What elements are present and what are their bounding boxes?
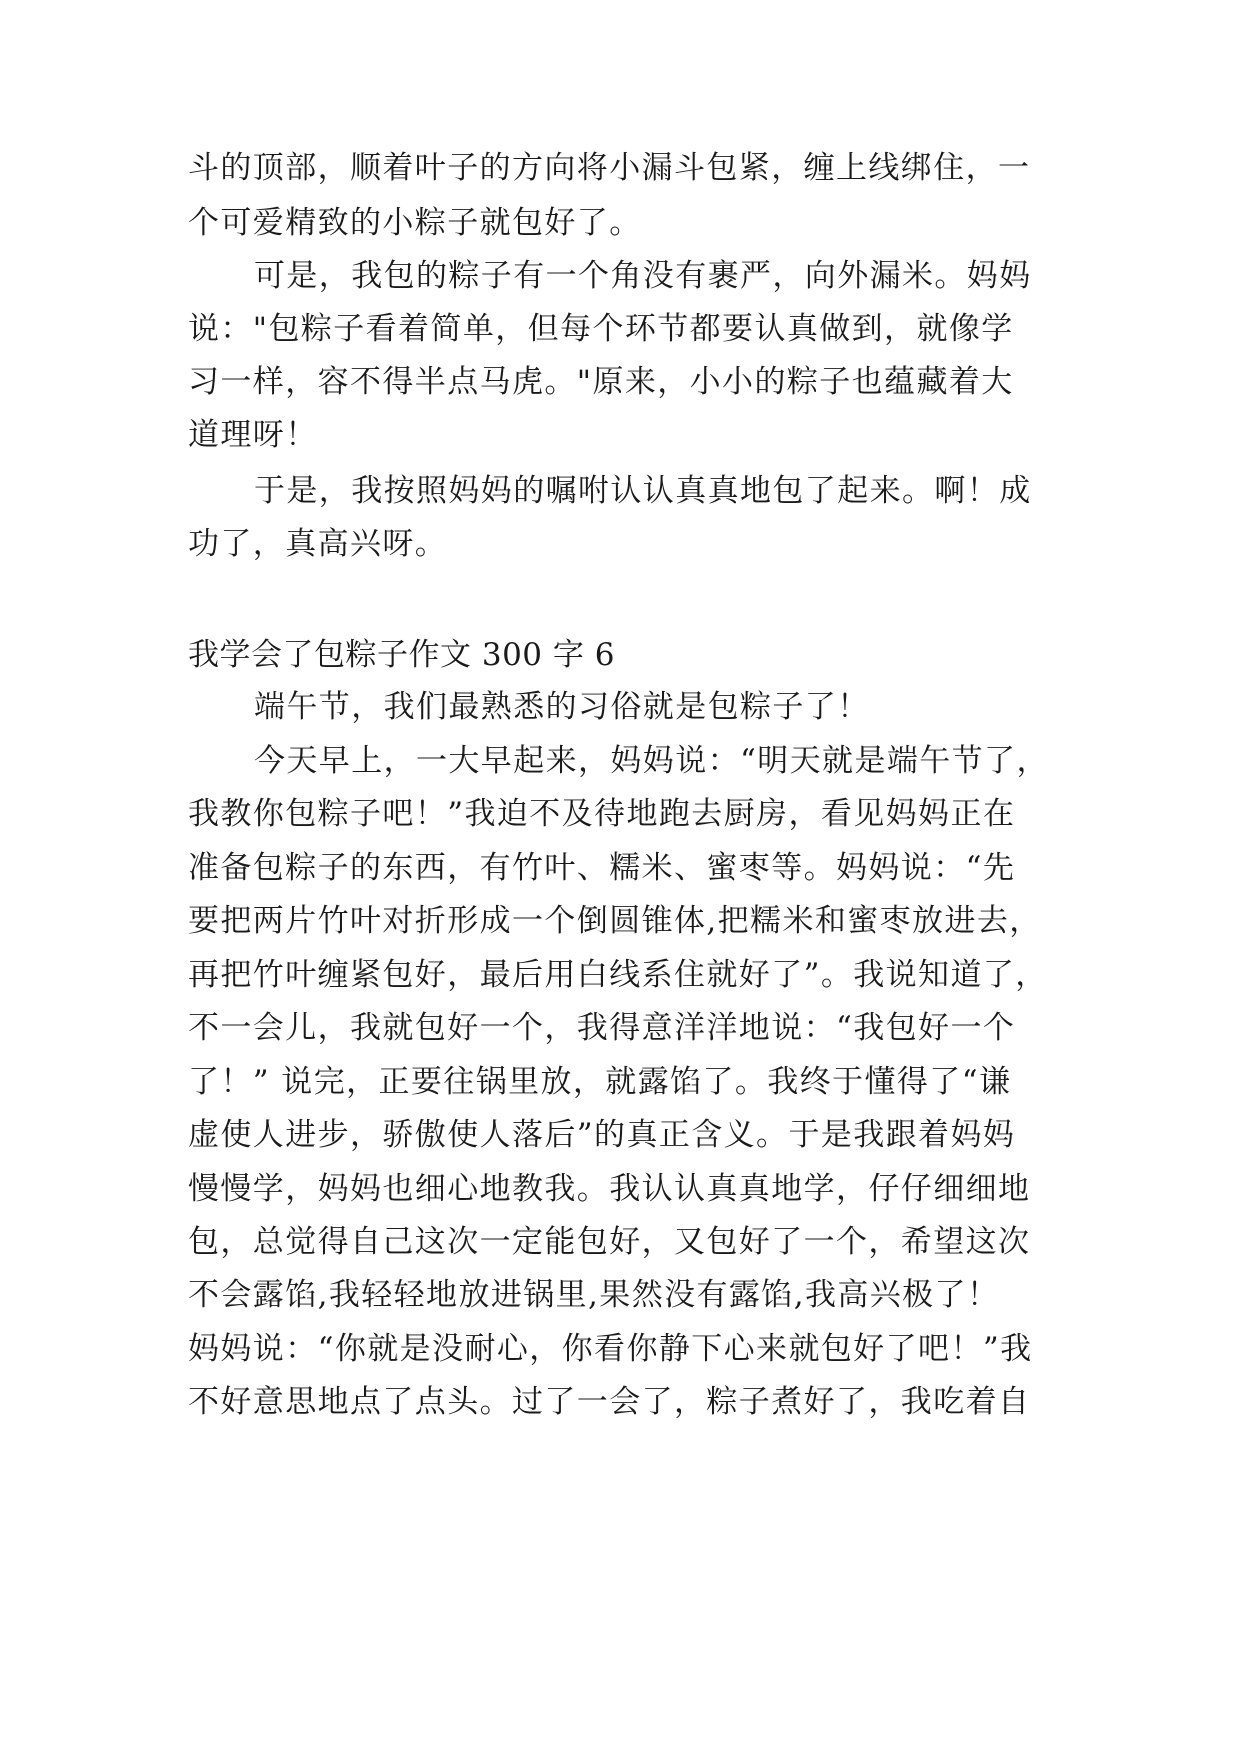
- text-line: 包，总觉得自己这次一定能包好，又包好了一个，希望这次: [188, 1224, 1031, 1260]
- text-line: 不好意思地点了点头。过了一会了，粽子煮好了，我吃着自: [188, 1384, 1031, 1420]
- text-line: 不一会儿，我就包好一个，我得意洋洋地说：“我包好一个: [188, 1010, 1016, 1046]
- text-line: 了！” 说完，正要往锅里放，就露馅了。我终于懂得了“谦: [188, 1064, 1012, 1100]
- text-line: 斗的顶部，顺着叶子的方向将小漏斗包紧，缠上线绑住，一: [188, 150, 1031, 186]
- text-line: 不会露馅,我轻轻地放进锅里,果然没有露馅,我高兴极了！: [188, 1277, 1000, 1313]
- text-line: 虚使人进步，骄傲使人落后”的真正含义。于是我跟着妈妈: [188, 1117, 1016, 1153]
- text-line: 个可爱精致的小粽子就包好了。: [188, 205, 642, 241]
- text-line: 习一样，容不得半点马虎。"原来，小小的粽子也蕴藏着大: [188, 364, 1014, 400]
- text-line: 功了，真高兴呀。: [188, 526, 448, 562]
- text-line: 要把两片竹叶对折形成一个倒圆锥体,把糯米和蜜枣放进去，: [188, 903, 1042, 939]
- text-line: 准备包粽子的东西，有竹叶、糯米、蜜枣等。妈妈说：“先: [188, 850, 1016, 886]
- text-line: 可是，我包的粽子有一个角没有裹严，向外漏米。妈妈: [254, 258, 1032, 294]
- text-line: 妈妈说：“你就是没耐心，你看你静下心来就包好了吧！”我: [188, 1331, 1033, 1367]
- text-line: 端午节，我们最熟悉的习俗就是包粽子了！: [254, 689, 870, 725]
- text-line: 说："包粽子看着简单，但每个环节都要认真做到，就像学: [188, 311, 1014, 347]
- text-line: 今天早上，一大早起来，妈妈说：“明天就是端午节了，: [254, 743, 1049, 779]
- text-line: 道理呀！: [188, 417, 318, 453]
- text-line: 于是，我按照妈妈的嘱咐认认真真地包了起来。啊！成: [254, 473, 1032, 509]
- text-line: 慢慢学，妈妈也细心地教我。我认认真真地学，仔仔细细地: [188, 1171, 1031, 1207]
- text-line: 再把竹叶缠紧包好，最后用白线系住就好了”。我说知道了，: [188, 957, 1048, 993]
- text-line: 我教你包粽子吧！”我迫不及待地跑去厨房，看见妈妈正在: [188, 796, 1016, 832]
- section-heading: 我学会了包粽子作文 300 字 6: [188, 637, 615, 673]
